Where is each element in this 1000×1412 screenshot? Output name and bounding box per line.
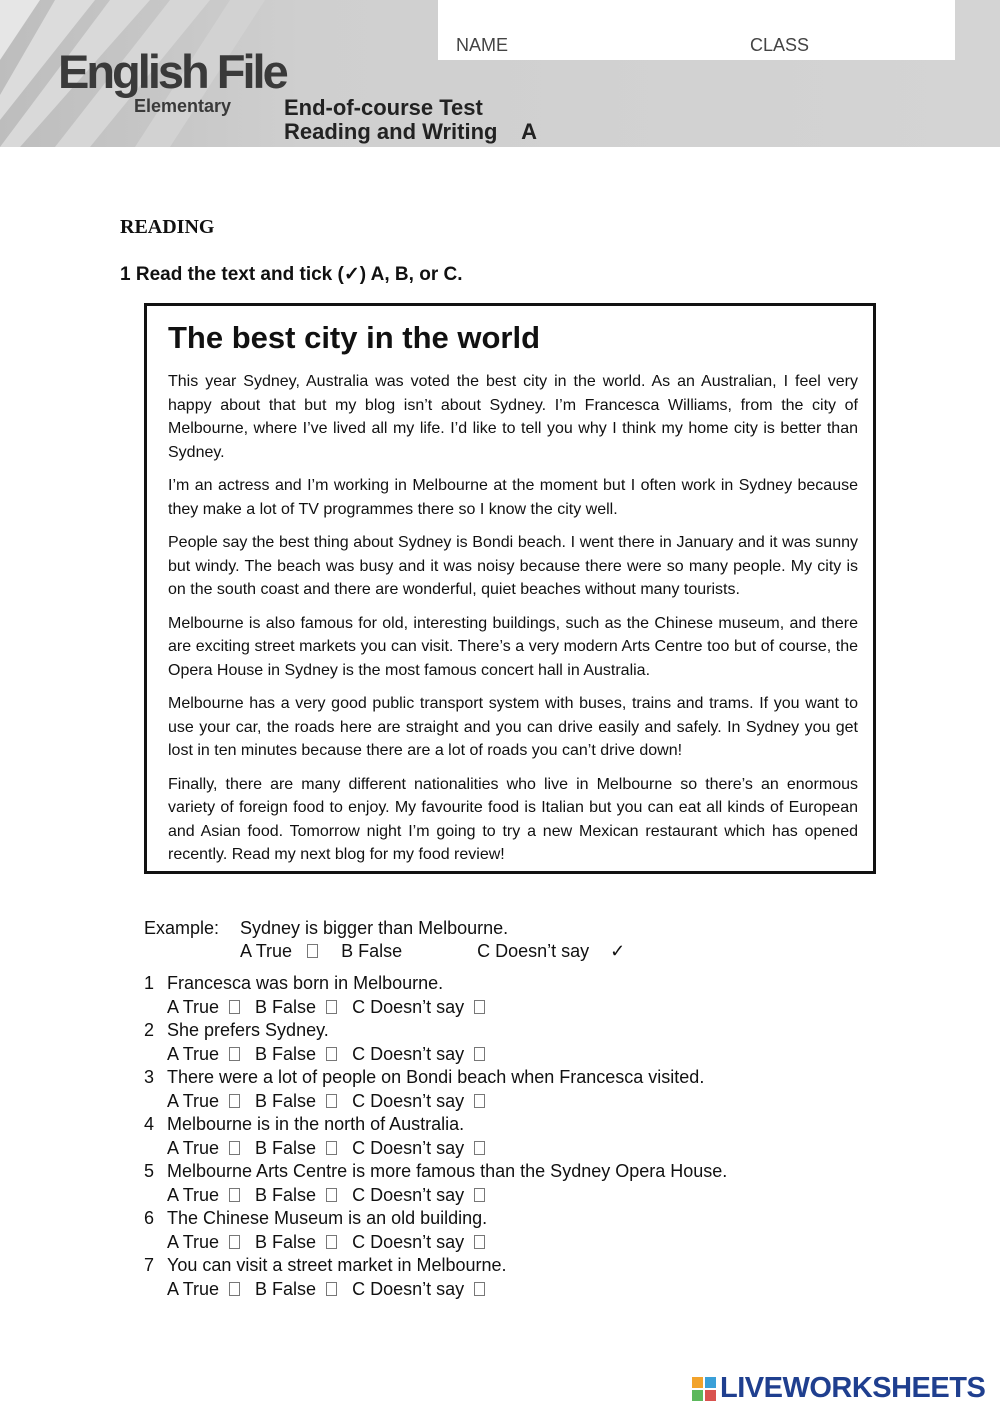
- checkbox-c[interactable]: [474, 1000, 485, 1014]
- checkbox-c[interactable]: [474, 1235, 485, 1249]
- option-b-label: B False: [255, 1279, 317, 1299]
- question-number: 3: [144, 1067, 155, 1087]
- question-number: 7: [144, 1255, 155, 1275]
- article-paragraph: Melbourne has a very good public transport system with buses, trains and trams. If you want to use your car, the roads here are straight and you can drive easily and safely. In Sydney you get lost in ten minutes because there are a lot of roads you can’t drive down!: [168, 695, 858, 759]
- question-text: There were a lot of people on Bondi beach when Francesca visited.: [167, 1067, 705, 1087]
- test-subtitle: Reading and Writing A: [284, 119, 537, 144]
- class-label: CLASS: [750, 35, 810, 55]
- header-band: [0, 0, 1000, 147]
- option-b-label: B False: [255, 1185, 317, 1205]
- question-number: 6: [144, 1208, 155, 1228]
- option-c-label: C Doesn’t say: [352, 1232, 465, 1252]
- question-number: 5: [144, 1161, 155, 1181]
- example-options: [240, 941, 625, 962]
- exercise-instruction: 1 Read the text and tick (✓) A, B, or C.: [120, 264, 463, 285]
- example-option-c: C Doesn’t say: [477, 941, 590, 961]
- checkbox-b[interactable]: [326, 1188, 337, 1202]
- question-item: [144, 1067, 844, 1114]
- option-a-label: A True: [167, 1279, 220, 1299]
- checkbox-b[interactable]: [326, 1047, 337, 1061]
- answer-options: [167, 1279, 495, 1300]
- logo-subtitle: Elementary: [134, 96, 232, 116]
- checkbox-c[interactable]: [474, 1094, 485, 1108]
- checkbox-a[interactable]: [229, 1282, 240, 1296]
- option-a-label: A True: [167, 1138, 220, 1158]
- question-number: 2: [144, 1020, 155, 1040]
- checkbox-b[interactable]: [326, 1000, 337, 1014]
- question-text: She prefers Sydney.: [167, 1020, 329, 1040]
- example-label: Example:: [144, 918, 220, 938]
- option-c-label: C Doesn’t say: [352, 1138, 465, 1158]
- checkbox-b[interactable]: [326, 1282, 337, 1296]
- question-item: [144, 1161, 844, 1208]
- liveworksheets-icon: [692, 1377, 716, 1401]
- option-c-label: C Doesn’t say: [352, 997, 465, 1017]
- example-question: Sydney is bigger than Melbourne.: [240, 918, 509, 938]
- question-text: Melbourne Arts Centre is more famous than the Sydney Opera House.: [167, 1161, 728, 1181]
- article-paragraph: Finally, there are many different nationalities who live in Melbourne so there’s an enormous variety of foreign food to enjoy. My favourite food is Italian but you can eat all kinds of European and Asian food. Tomorrow night I’m going to try a new Mexican restaurant which has opened recently. Read my next blog for my food review!: [168, 775, 858, 863]
- checkbox-b[interactable]: [326, 1235, 337, 1249]
- question-text: Francesca was born in Melbourne.: [167, 973, 444, 993]
- logo-title: English File: [58, 45, 286, 98]
- option-c-label: C Doesn’t say: [352, 1185, 465, 1205]
- checkbox-c[interactable]: [474, 1188, 485, 1202]
- checkbox-a[interactable]: [229, 1000, 240, 1014]
- option-b-label: B False: [255, 1044, 317, 1064]
- question-number: 1: [144, 973, 155, 993]
- tick-icon: ✓: [610, 941, 626, 961]
- checkbox-a[interactable]: [229, 1047, 240, 1061]
- answer-options: [167, 1044, 495, 1065]
- option-a-label: A True: [167, 1185, 220, 1205]
- question-item: [144, 1208, 844, 1255]
- article-paragraph: I’m an actress and I’m working in Melbourne at the moment but I often work in Sydney because they make a lot of TV programmes there so I know the city well.: [168, 477, 858, 518]
- checkbox-c[interactable]: [474, 1282, 485, 1296]
- question-item: [144, 1020, 844, 1067]
- name-class-field-area: [438, 0, 955, 60]
- article-paragraph: Melbourne is also famous for old, interesting buildings, such as the Chinese museum, and there are exciting street markets you can visit. There’s a very modern Arts Centre too but of course, the Opera House in Sydney is the most famous concert hall in Australia.: [168, 614, 858, 679]
- answer-options: [167, 1185, 495, 1206]
- checkbox-a[interactable]: [229, 1094, 240, 1108]
- question-text: You can visit a street market in Melbourne.: [167, 1255, 507, 1275]
- option-c-label: C Doesn’t say: [352, 1091, 465, 1111]
- checkbox-a[interactable]: [229, 1188, 240, 1202]
- reading-text-box: [144, 303, 876, 874]
- question-item: [144, 1114, 844, 1161]
- checkbox-c[interactable]: [474, 1141, 485, 1155]
- checkbox-a[interactable]: [229, 1235, 240, 1249]
- answer-options: [167, 1091, 495, 1112]
- answer-options: [167, 1232, 495, 1253]
- name-label: NAME: [456, 35, 509, 55]
- test-title: End-of-course Test: [284, 95, 483, 120]
- example-option-b: B False: [341, 941, 403, 961]
- question-text: The Chinese Museum is an old building.: [167, 1208, 488, 1228]
- question-item: [144, 973, 844, 1020]
- section-heading: READING: [120, 216, 215, 238]
- answer-options: [167, 997, 495, 1018]
- checkbox-c[interactable]: [474, 1047, 485, 1061]
- question-item: [144, 1255, 844, 1302]
- option-b-label: B False: [255, 1138, 317, 1158]
- liveworksheets-brand: LIVEWORKSHEETS: [720, 1372, 986, 1404]
- checkbox-b[interactable]: [326, 1141, 337, 1155]
- option-a-label: A True: [167, 1091, 220, 1111]
- answer-options: [167, 1138, 495, 1159]
- option-a-label: A True: [167, 1044, 220, 1064]
- option-c-label: C Doesn’t say: [352, 1044, 465, 1064]
- option-b-label: B False: [255, 1091, 317, 1111]
- question-number: 4: [144, 1114, 155, 1134]
- checkbox-a[interactable]: [229, 1141, 240, 1155]
- option-c-label: C Doesn’t say: [352, 1279, 465, 1299]
- article-paragraph: This year Sydney, Australia was voted the best city in the world. As an Australian, I feel very happy about that but my blog isn’t about Sydney. I’m Francesca Williams, from the city of Melbourne, where I’ve lived all my life. I’d like to tell you why I think my home city is better than Sydney.: [168, 373, 858, 461]
- article-paragraph: People say the best thing about Sydney is Bondi beach. I went there in January and it was sunny but windy. The beach was busy and it was noisy because there were so many people. My city is on the south coast and there are wonderful, quiet beaches without many tourists.: [168, 534, 858, 598]
- example-option-a: A True: [240, 941, 293, 961]
- article-body: [168, 370, 858, 877]
- example-checkbox-a: [307, 944, 318, 958]
- option-b-label: B False: [255, 1232, 317, 1252]
- article-title: The best city in the world: [168, 320, 541, 355]
- option-a-label: A True: [167, 1232, 220, 1252]
- option-a-label: A True: [167, 997, 220, 1017]
- question-text: Melbourne is in the north of Australia.: [167, 1114, 465, 1134]
- checkbox-b[interactable]: [326, 1094, 337, 1108]
- option-b-label: B False: [255, 997, 317, 1017]
